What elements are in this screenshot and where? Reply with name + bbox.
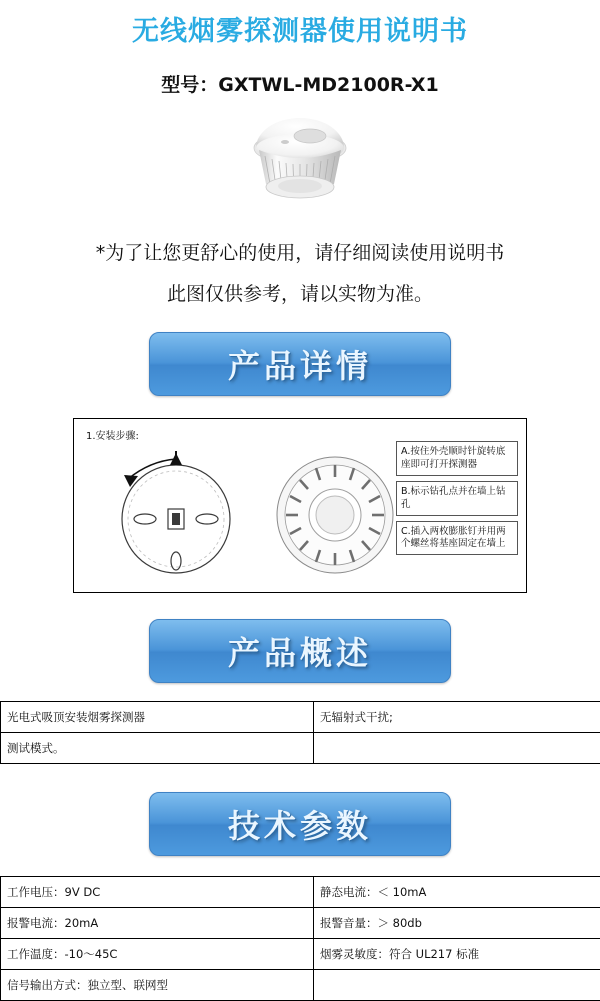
manual-page — [0, 16, 600, 974]
table-row — [1, 939, 600, 970]
banner-tech-specs-text: 技术参数 — [228, 801, 372, 847]
banner-product-overview — [149, 619, 451, 683]
note-line-2: 此图仅供参考，请以实物为准。 — [0, 279, 600, 306]
spec-cell-left-1: 工作电压：9V DC — [1, 877, 314, 908]
installation-step-c: C.插入两枚膨胀钉并用两个螺丝将基座固定在墙上 — [396, 521, 518, 556]
spec-cell-left-4: 信号输出方式：独立型、联网型 — [1, 970, 314, 1001]
page-title: 无线烟雾探测器使用说明书 — [0, 16, 600, 48]
spec-table — [0, 876, 600, 1001]
spec-cell-right-4 — [314, 970, 600, 1001]
installation-step-b: B.标示钻孔点并在墙上钻孔 — [396, 481, 518, 516]
table-row — [1, 908, 600, 939]
spec-cell-left-3: 工作温度：-10～45C — [1, 939, 314, 970]
overview-cell-right-1: 无辐射式干扰; — [314, 702, 600, 733]
banner-product-details — [149, 332, 451, 396]
detector-body-drawing — [270, 443, 400, 583]
installation-diagram — [73, 418, 527, 593]
overview-cell-right-2 — [314, 733, 600, 764]
model-value: GXTWL-MD2100R-X1 — [218, 74, 439, 96]
overview-cell-left-1: 光电式吸顶安装烟雾探测器 — [1, 702, 314, 733]
product-photo — [0, 109, 600, 214]
spec-cell-right-3: 烟雾灵敏度：符合 UL217 标准 — [314, 939, 600, 970]
diagram-caption: 1.安装步骤: — [86, 427, 139, 442]
table-row — [1, 733, 600, 764]
table-row — [1, 877, 600, 908]
banner-product-overview-text: 产品概述 — [228, 628, 372, 674]
spec-cell-right-1: 静态电流：＜ 10mA — [314, 877, 600, 908]
note-line-1: *为了让您更舒心的使用，请仔细阅读使用说明书 — [0, 238, 600, 265]
spec-cell-right-2: 报警音量：＞ 80db — [314, 908, 600, 939]
installation-step-a: A.按住外壳顺时针旋转底座即可打开探测器 — [396, 441, 518, 476]
banner-tech-specs — [149, 792, 451, 856]
overview-table — [0, 701, 600, 764]
installation-steps — [396, 441, 518, 560]
table-row — [1, 970, 600, 1001]
smoke-detector-image — [225, 112, 375, 212]
banner-product-details-text: 产品详情 — [228, 341, 372, 387]
model-label: 型号： — [161, 74, 218, 96]
table-row — [1, 702, 600, 733]
spec-cell-left-2: 报警电流：20mA — [1, 908, 314, 939]
model-line — [0, 70, 600, 97]
overview-cell-left-2: 测试模式。 — [1, 733, 314, 764]
mounting-base-drawing — [88, 445, 258, 585]
